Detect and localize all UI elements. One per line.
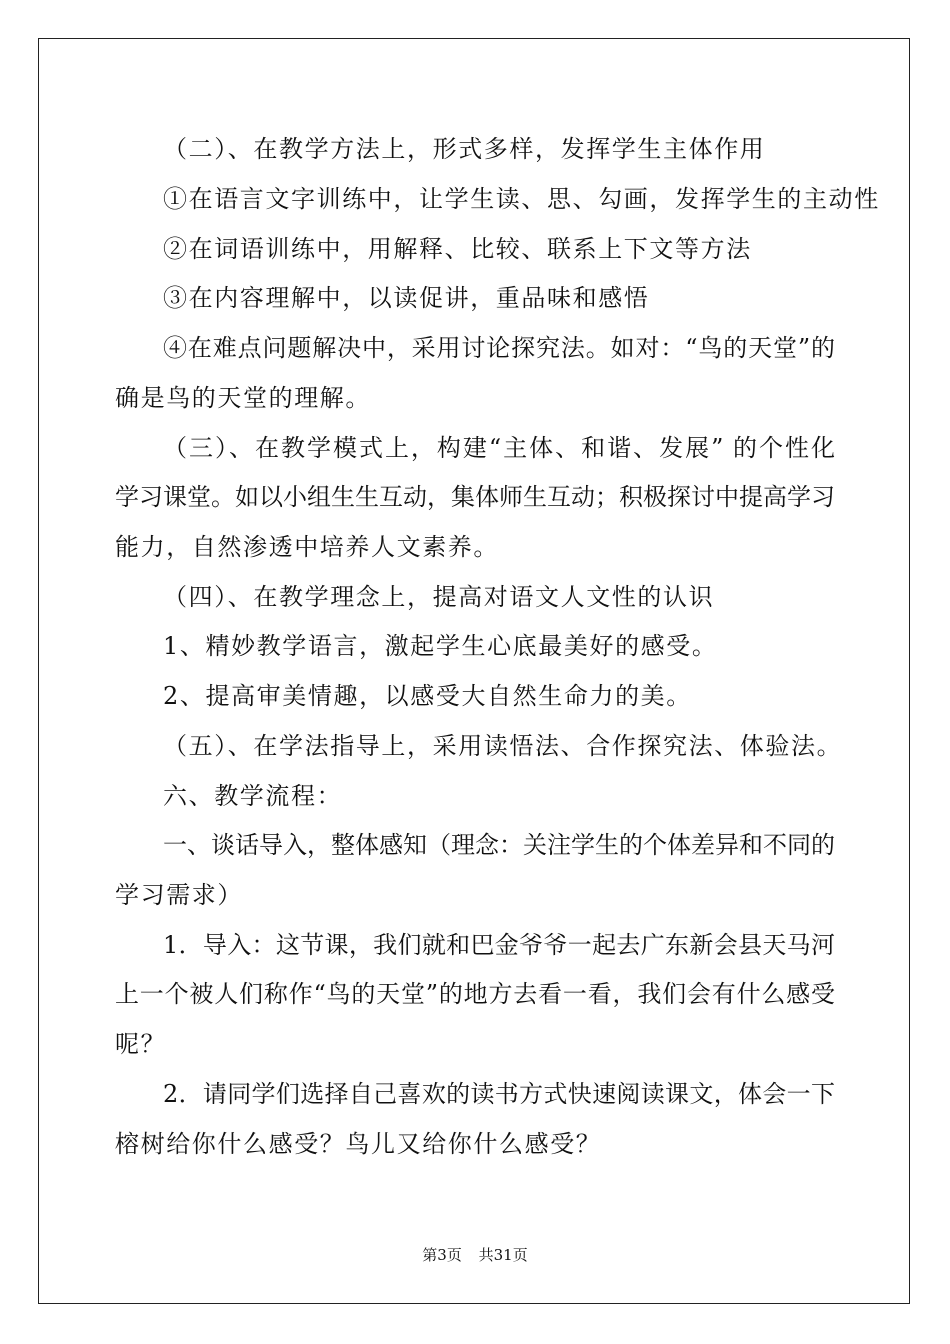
total-pages: 共31页 — [478, 1246, 528, 1264]
paragraph-line: 呢？ — [115, 1030, 167, 1058]
paragraph-line: 一、谈话导入，整体感知（理念：关注学生的个体差异和不同的 — [163, 831, 835, 859]
page-footer — [0, 1245, 950, 1265]
paragraph-line: 2．请同学们选择自己喜欢的读书方式快速阅读课文，体会一下 — [163, 1080, 835, 1108]
paragraph-line: 六、教学流程： — [163, 782, 343, 810]
paragraph-line: （二）、在教学方法上，形式多样，发挥学生主体作用 — [163, 135, 766, 163]
page-number: 第3页 — [422, 1246, 462, 1264]
paragraph-line: 榕树给你什么感受？鸟儿又给你什么感受？ — [115, 1130, 602, 1158]
paragraph-line: 学习需求） — [115, 881, 243, 909]
paragraph-line: 确是鸟的天堂的理解。 — [115, 384, 371, 412]
paragraph-line: （四）、在教学理念上，提高对语文人文性的认识 — [163, 583, 715, 611]
paragraph-line: （三）、在教学模式上，构建“主体、和谐、发展” 的个性化 — [163, 434, 835, 462]
paragraph-line: 1．导入：这节课，我们就和巴金爷爷一起去广东新会县天马河 — [163, 931, 835, 959]
paragraph-line: ③在内容理解中，以读促讲，重品味和感悟 — [163, 284, 650, 312]
paragraph-line: 能力，自然渗透中培养人文素养。 — [115, 533, 499, 561]
paragraph-line: 学习课堂。如以小组生生互动，集体师生互动；积极探讨中提高学习 — [115, 483, 835, 511]
paragraph-line: 2、提高审美情趣，以感受大自然生命力的美。 — [163, 682, 692, 710]
paragraph-line: ②在词语训练中，用解释、比较、联系上下文等方法 — [163, 235, 752, 263]
paragraph-line: ①在语言文字训练中，让学生读、思、勾画，发挥学生的主动性 — [163, 185, 880, 213]
paragraph-line: ④在难点问题解决中，采用讨论探究法。如对：“鸟的天堂”的 — [163, 334, 835, 362]
paragraph-line: 上一个被人们称作“鸟的天堂”的地方去看一看，我们会有什么感受 — [115, 980, 835, 1008]
page-border — [38, 38, 910, 1304]
paragraph-line: 1、精妙教学语言，激起学生心底最美好的感受。 — [163, 632, 718, 660]
paragraph-line: （五）、在学法指导上，采用读悟法、合作探究法、体验法。 — [163, 732, 843, 760]
